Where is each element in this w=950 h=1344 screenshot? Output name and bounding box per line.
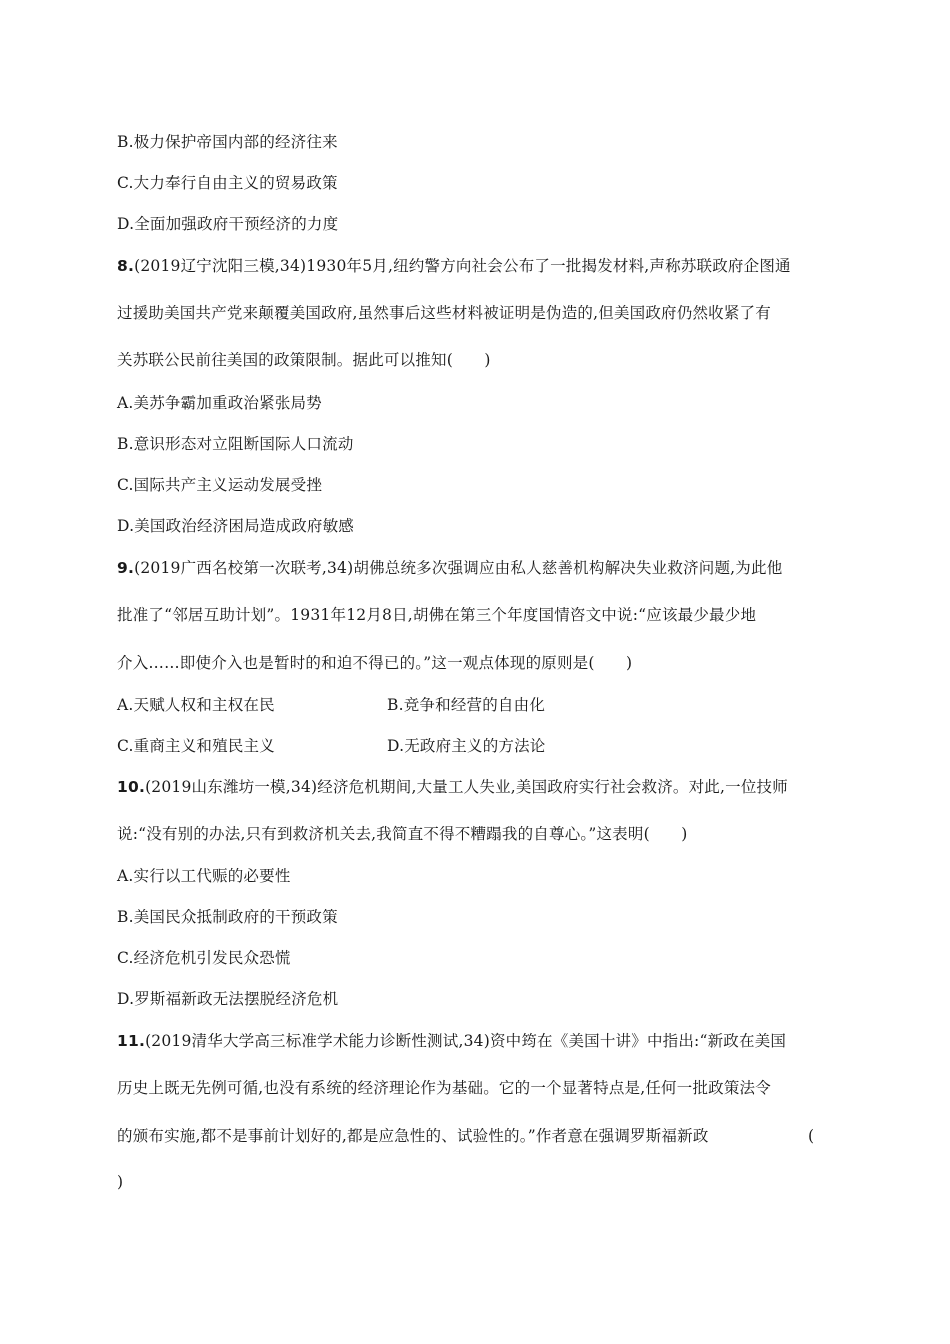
q11-stem-line-1 (117, 1031, 786, 1051)
q11-answer-paren-open: ( (808, 1127, 815, 1145)
q8-stem-line-1 (117, 256, 791, 276)
q8-option-a: A.美苏争霸加重政治紧张局势 (117, 394, 322, 412)
q10-stem-line-2: 说:“没有别的办法,只有到救济机关去,我简直不得不糟蹋我的自尊心。”这表明( ) (117, 825, 688, 843)
q8-stem-line-3: 关苏联公民前往美国的政策限制。据此可以推知( ) (117, 351, 491, 369)
q7-option-b: B.极力保护帝国内部的经济往来 (117, 133, 338, 151)
q8-option-b: B.意识形态对立阻断国际人口流动 (117, 435, 354, 453)
q9-stem-line-1 (117, 558, 782, 578)
q7-option-c: C.大力奉行自由主义的贸易政策 (117, 174, 338, 192)
q8-stem-text-1: (2019辽宁沈阳三模,34)1930年5月,纽约警方向社会公布了一批揭发材料,声称苏联政府企图通 (134, 257, 791, 275)
q9-option-a: A.天赋人权和主权在民 (117, 696, 275, 714)
q10-option-a: A.实行以工代赈的必要性 (117, 867, 291, 885)
q11-stem-text-1: (2019清华大学高三标准学术能力诊断性测试,34)资中筠在《美国十讲》中指出:“新政在美国 (145, 1032, 787, 1050)
q7-option-d: D.全面加强政府干预经济的力度 (117, 215, 339, 233)
q9-option-d: D.无政府主义的方法论 (387, 737, 546, 755)
q9-stem-text-1: (2019广西名校第一次联考,34)胡佛总统多次强调应由私人慈善机构解决失业救济问题,为此他 (134, 559, 783, 577)
q10-option-d: D.罗斯福新政无法摆脱经济危机 (117, 990, 339, 1008)
q9-stem-line-3: 介入……即使介入也是暂时的和迫不得已的。”这一观点体现的原则是( ) (117, 654, 633, 672)
q11-stem-line-3: 的颁布实施,都不是事前计划好的,都是应急性的、试验性的。”作者意在强调罗斯福新政 (117, 1127, 709, 1145)
q11-answer-paren-close: ) (117, 1173, 124, 1191)
q10-stem-line-1 (117, 777, 788, 797)
q10-stem-text-1: (2019山东潍坊一模,34)经济危机期间,大量工人失业,美国政府实行社会救济。对此,一位技师 (145, 778, 788, 796)
q10-option-b: B.美国民众抵制政府的干预政策 (117, 908, 338, 926)
q10-number: 10. (117, 778, 146, 796)
q9-stem-line-2: 批准了“邻居互助计划”。1931年12月8日,胡佛在第三个年度国情咨文中说:“应该最少最少地 (117, 606, 757, 624)
q8-number: 8. (117, 257, 135, 275)
q9-option-b: B.竞争和经营的自由化 (387, 696, 546, 714)
q11-stem-line-2: 历史上既无先例可循,也没有系统的经济理论作为基础。它的一个显著特点是,任何一批政策法令 (117, 1079, 771, 1097)
q8-stem-line-2: 过援助美国共产党来颠覆美国政府,虽然事后这些材料被证明是伪造的,但美国政府仍然收紧了有 (117, 304, 771, 322)
q8-option-d: D.美国政治经济困局造成政府敏感 (117, 517, 355, 535)
q9-option-c: C.重商主义和殖民主义 (117, 737, 275, 755)
q10-option-c: C.经济危机引发民众恐慌 (117, 949, 291, 967)
q9-number: 9. (117, 559, 135, 577)
q11-number: 11. (117, 1032, 146, 1050)
q8-option-c: C.国际共产主义运动发展受挫 (117, 476, 323, 494)
